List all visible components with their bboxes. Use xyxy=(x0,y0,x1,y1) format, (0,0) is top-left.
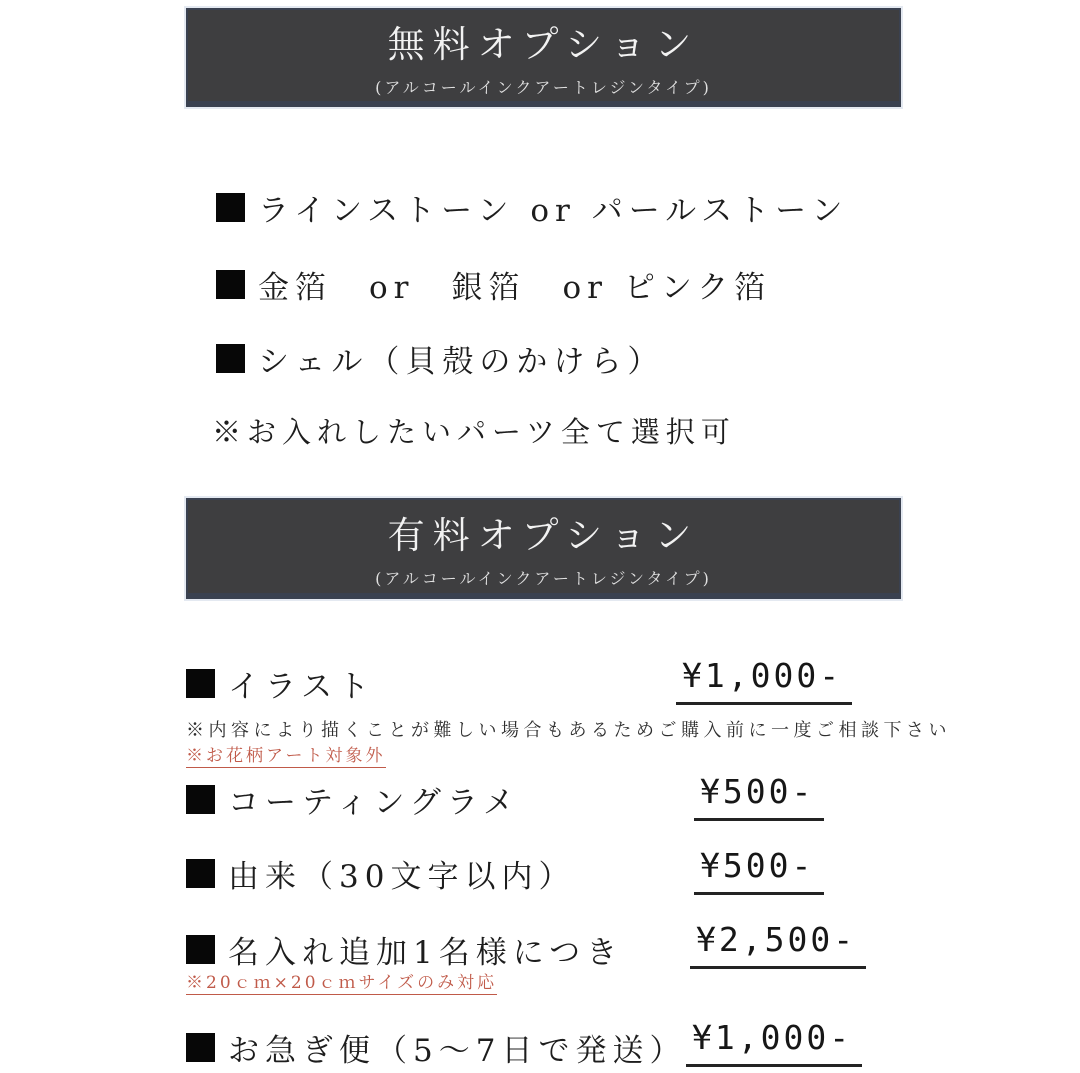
paid-item-illustration-price: ¥1,000- xyxy=(676,656,852,705)
paid-item-express xyxy=(186,1025,686,1070)
free-item-label: ラインストーン or パールストーン xyxy=(258,193,849,229)
bullet-square-icon xyxy=(186,669,215,698)
paid-item-origin xyxy=(186,851,575,896)
free-options-title: 無料オプション xyxy=(387,22,700,66)
additional-name-size-note: ※20ｃｍ×20ｃｍサイズのみ対応 xyxy=(186,968,497,995)
free-item-shell xyxy=(216,336,664,381)
paid-options-header-band xyxy=(186,498,901,599)
paid-item-illustration xyxy=(186,661,375,706)
bullet-square-icon xyxy=(186,1033,215,1062)
paid-item-origin-price: ¥500- xyxy=(694,846,824,895)
free-options-header-band xyxy=(186,8,901,107)
free-item-foil xyxy=(216,262,771,307)
paid-item-express-price: ¥1,000- xyxy=(686,1018,862,1067)
bullet-square-icon xyxy=(216,344,245,373)
paid-item-label: 由来（30文字以内） xyxy=(228,859,576,895)
paid-item-label: 名入れ追加1名様につき xyxy=(228,935,624,971)
free-item-label: 金箔 or 銀箔 or ピンク箔 xyxy=(258,270,772,306)
free-item-rhinestone xyxy=(216,185,849,230)
paid-item-coating-glitter-price: ¥500- xyxy=(694,772,824,821)
illustration-exclusion-note: ※お花柄アート対象外 xyxy=(186,741,386,768)
bullet-square-icon xyxy=(186,785,215,814)
paid-item-label: イラスト xyxy=(228,669,376,705)
illustration-consult-note: ※内容により描くことが難しい場合もあるためご購入前に一度ご相談下さい xyxy=(186,720,951,741)
bullet-square-icon xyxy=(186,859,215,888)
bullet-square-icon xyxy=(216,270,245,299)
paid-item-coating-glitter xyxy=(186,777,520,822)
paid-item-additional-name-price: ¥2,500- xyxy=(690,920,866,969)
bullet-square-icon xyxy=(186,935,215,964)
paid-item-additional-name xyxy=(186,927,623,972)
paid-item-label: コーティングラメ xyxy=(228,785,520,821)
free-options-subtitle: (アルコールインクアートレジンタイプ) xyxy=(375,77,712,97)
paid-options-subtitle: (アルコールインクアートレジンタイプ) xyxy=(375,568,712,588)
free-section-note: ※お入れしたいパーツ全て選択可 xyxy=(212,415,736,449)
free-item-label: シェル（貝殻のかけら） xyxy=(258,344,665,380)
paid-item-label: お急ぎ便（5〜7日で発送） xyxy=(228,1033,687,1069)
bullet-square-icon xyxy=(216,193,245,222)
paid-options-title: 有料オプション xyxy=(387,513,700,557)
